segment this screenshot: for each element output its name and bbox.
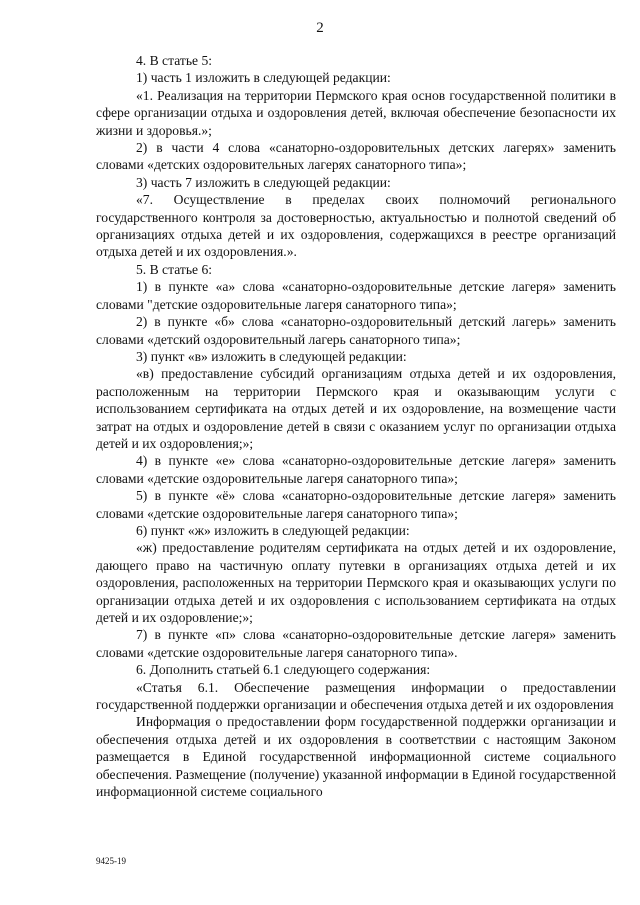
paragraph: 1) в пункте «а» слова «санаторно-оздоровительные детские лагеря» заменить словами "детские оздоровительные лагеря санаторного типа»;	[96, 279, 616, 312]
paragraph: «Статья 6.1. Обеспечение размещения информации о предоставлении государственной поддержки организации и обеспечения отдыха детей и их оздоровления	[96, 679, 616, 713]
document-code: 9425-19	[96, 856, 126, 866]
paragraph: 6) пункт «ж» изложить в следующей редакции:	[136, 522, 410, 538]
paragraph: 7) в пункте «п» слова «санаторно-оздоровительные детские лагеря» заменить словами «детские оздоровительные лагеря санаторного типа».	[96, 627, 616, 660]
paragraph: «7. Осуществление в пределах своих полномочий регионального государственного контроля за достоверностью, актуальностью и полнотой сведений об организациях отдыха детей и их оздоровления, содержащихся в реестре организаций отдыха детей и их оздоровления.».	[96, 192, 616, 260]
paragraph: Информация о предоставлении форм государственной поддержки организации и обеспечения отдыха детей и их оздоровления в соответствии с настоящим Законом размещается в Единой государственной информационной системе социального обеспечения. Размещение (получение) указанной информации в Единой государственной информационной системе социального	[96, 714, 616, 800]
paragraph: 4. В статье 5:	[136, 53, 213, 68]
page-number: 2	[316, 20, 324, 36]
document-body	[96, 52, 616, 800]
paragraph: 6. Дополнить статьей 6.1 следующего содержания:	[136, 662, 431, 678]
paragraph: 1) часть 1 изложить в следующей редакции:	[136, 70, 391, 86]
paragraph: 5. В статье 6:	[136, 261, 213, 277]
paragraph: «ж) предоставление родителям сертификата на отдых детей и их оздоровление, дающего право на частичную оплату путевки в организациях отдыха детей и их оздоровления, расположенных на территории Пермского края и оказывающих услуги по организации отдыха детей и их оздоровления с использованием сертификата на отдых детей и их оздоровление;»;	[96, 540, 616, 625]
paragraph: 2) в пункте «б» слова «санаторно-оздоровительный детский лагерь» заменить словами «детский оздоровительный лагерь санаторного типа»;	[96, 314, 616, 347]
paragraph: «в) предоставление субсидий организациям отдыха детей и их оздоровления, расположенным на территории Пермского края и оказывающим услуги с использованием сертификата на отдых детей и их оздоровление, на возмещение части затрат на отдых и оздоровление детей в связи с оказанием услуг по организации отдыха детей и их оздоровления;»;	[96, 366, 616, 451]
paragraph: 4) в пункте «е» слова «санаторно-оздоровительные детские лагеря» заменить словами «детские оздоровительные лагеря санаторного типа»;	[96, 453, 616, 486]
paragraph: 3) пункт «в» изложить в следующей редакции:	[136, 348, 407, 364]
paragraph: 5) в пункте «ё» слова «санаторно-оздоровительные детские лагеря» заменить словами «детские оздоровительные лагеря санаторного типа»;	[96, 488, 616, 521]
paragraph: «1. Реализация на территории Пермского края основ государственной политики в сфере организации отдыха и оздоровления детей, включая обеспечение безопасности их жизни и здоровья.»;	[96, 87, 616, 138]
paragraph: 2) в части 4 слова «санаторно-оздоровительных детских лагерях» заменить словами «детских оздоровительных лагерях санаторного типа»;	[96, 140, 616, 173]
paragraph: 3) часть 7 изложить в следующей редакции:	[136, 174, 391, 190]
